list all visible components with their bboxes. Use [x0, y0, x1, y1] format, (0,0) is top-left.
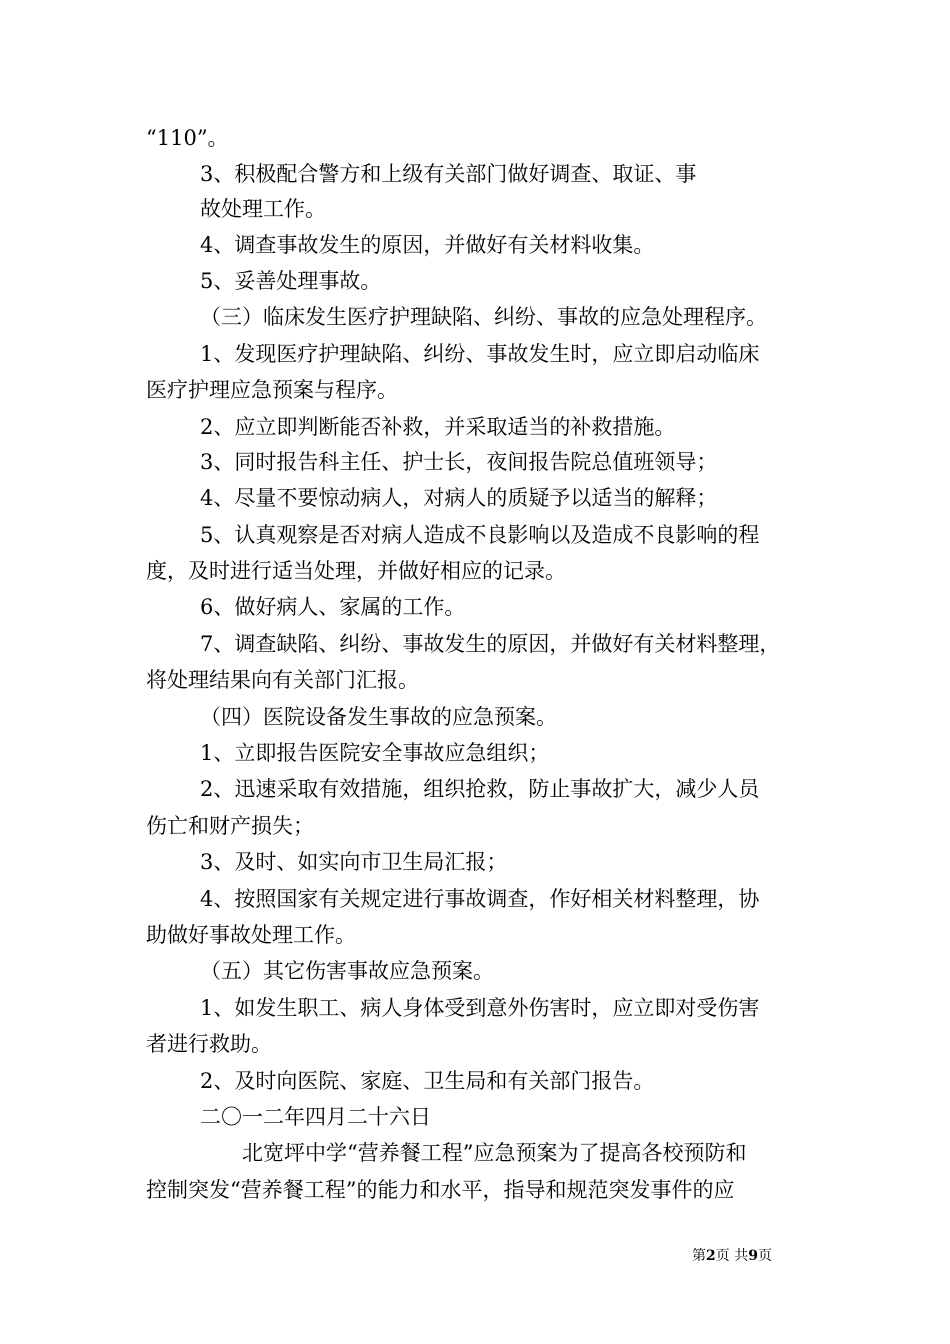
text-line: 度，及时进行适当处理，并做好相应的记录。: [146, 559, 566, 583]
text-line: 北宽坪中学“营养餐工程”应急预案为了提高各校预防和: [242, 1141, 747, 1165]
date-line: 二〇一二年四月二十六日: [200, 1105, 431, 1129]
text-line: 7、调查缺陷、纠纷、事故发生的原因，并做好有关材料整理，: [200, 632, 781, 656]
footer-suffix: 页: [757, 1248, 772, 1264]
text-line: 者进行救助。: [146, 1032, 272, 1056]
section-heading: （四）医院设备发生事故的应急预案。: [200, 705, 557, 729]
text-line: 4、调查事故发生的原因，并做好有关材料收集。: [200, 233, 655, 257]
text-line: 医疗护理应急预案与程序。: [146, 378, 398, 402]
text-line: 3、及时、如实向市卫生局汇报；: [200, 850, 508, 874]
text-line: 2、及时向医院、家庭、卫生局和有关部门报告。: [200, 1069, 655, 1093]
text-line: 1、如发生职工、病人身体受到意外伤害时，应立即对受伤害: [200, 996, 760, 1020]
footer-prefix: 第: [692, 1248, 706, 1264]
text-line: 2、应立即判断能否补救，并采取适当的补救措施。: [200, 415, 676, 439]
text-line: 助做好事故处理工作。: [146, 923, 356, 947]
text-line: 3、积极配合警方和上级有关部门做好调查、取证、事: [200, 162, 697, 186]
text-line: 伤亡和财产损失；: [146, 814, 314, 838]
text-line: “110”。: [146, 126, 229, 150]
text-line: 2、迅速采取有效措施，组织抢救，防止事故扩大，减少人员: [200, 777, 760, 801]
text-line: 1、立即报告医院安全事故应急组织；: [200, 741, 550, 765]
text-line: 控制突发“营养餐工程”的能力和水平，指导和规范突发事件的应: [146, 1178, 735, 1202]
text-line: 4、尽量不要惊动病人，对病人的质疑予以适当的解释；: [200, 486, 718, 510]
section-heading: （三）临床发生医疗护理缺陷、纠纷、事故的应急处理程序。: [200, 305, 767, 329]
text-line: 3、同时报告科主任、护士长，夜间报告院总值班领导；: [200, 450, 718, 474]
text-line: 1、发现医疗护理缺陷、纠纷、事故发生时，应立即启动临床: [200, 342, 760, 366]
text-line: 5、妥善处理事故。: [200, 269, 382, 293]
section-heading: （五）其它伤害事故应急预案。: [200, 959, 494, 983]
text-line: 5、认真观察是否对病人造成不良影响以及造成不良影响的程: [200, 523, 760, 547]
page-footer: [692, 1247, 772, 1265]
text-line: 6、做好病人、家属的工作。: [200, 595, 466, 619]
text-line: 故处理工作。: [200, 197, 326, 221]
page-number: 2: [706, 1248, 716, 1264]
footer-middle: 页 共: [715, 1248, 749, 1264]
text-line: 将处理结果向有关部门汇报。: [146, 668, 419, 692]
total-pages: 9: [748, 1248, 758, 1264]
text-line: 4、按照国家有关规定进行事故调查，作好相关材料整理，协: [200, 887, 760, 911]
